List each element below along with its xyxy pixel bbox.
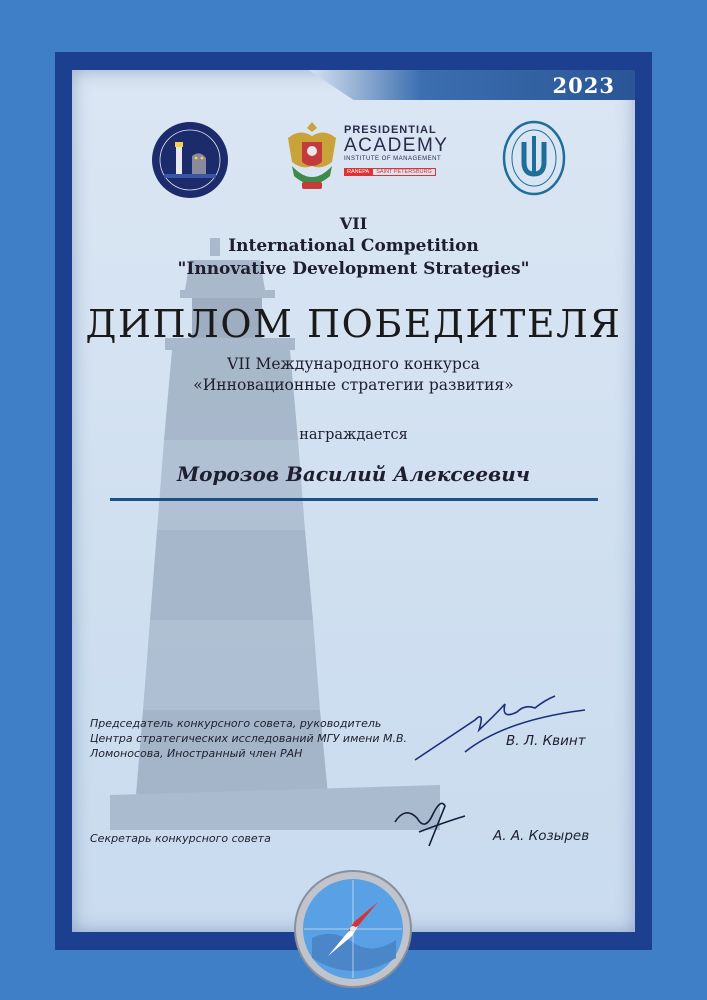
edition-label: VII <box>339 214 368 233</box>
academy-tag-spb: SAINT PETERSBURG <box>372 168 436 176</box>
academy-wordmark <box>344 124 454 176</box>
msu-strategy-center-logo <box>150 120 230 200</box>
name-underline <box>110 498 598 501</box>
secretary-title: Секретарь конкурсного совета <box>90 832 271 845</box>
year-label: 2023 <box>552 73 615 98</box>
chair-signature <box>405 690 605 770</box>
ranepa-emblem-icon <box>282 118 342 194</box>
compass-icon <box>292 868 414 990</box>
academy-tags <box>344 168 454 176</box>
secretary-name: А. А. Козырев <box>493 828 590 844</box>
academy-line3: INSTITUTE OF MANAGEMENT <box>344 156 442 162</box>
diploma-title: ДИПЛОМ ПОБЕДИТЕЛЯ <box>85 302 622 346</box>
chair-title: Председатель конкурсного совета, руководитель Центра стратегических исследований МГУ имени М.В. Ломоносова, Иностранный член РАН <box>90 717 408 760</box>
awarded-label: награждается <box>299 427 408 443</box>
chair-name: В. Л. Квинт <box>506 733 586 749</box>
shanghai-university-logo <box>498 118 570 198</box>
recipient-name: Морозов Василий Алексеевич <box>176 462 531 486</box>
title-en: "Innovative Development Strategies" <box>177 259 530 279</box>
academy-line2: ACADEMY <box>344 135 449 156</box>
competition-ru: VII Международного конкурса <box>227 355 480 373</box>
competition-en: International Competition <box>228 236 479 256</box>
secretary-signature <box>385 792 475 852</box>
academy-tag-ranepa: RANEPA <box>344 168 372 176</box>
academy-line1: PRESIDENTIAL <box>344 124 437 136</box>
title-ru: «Инновационные стратегии развития» <box>193 376 514 394</box>
